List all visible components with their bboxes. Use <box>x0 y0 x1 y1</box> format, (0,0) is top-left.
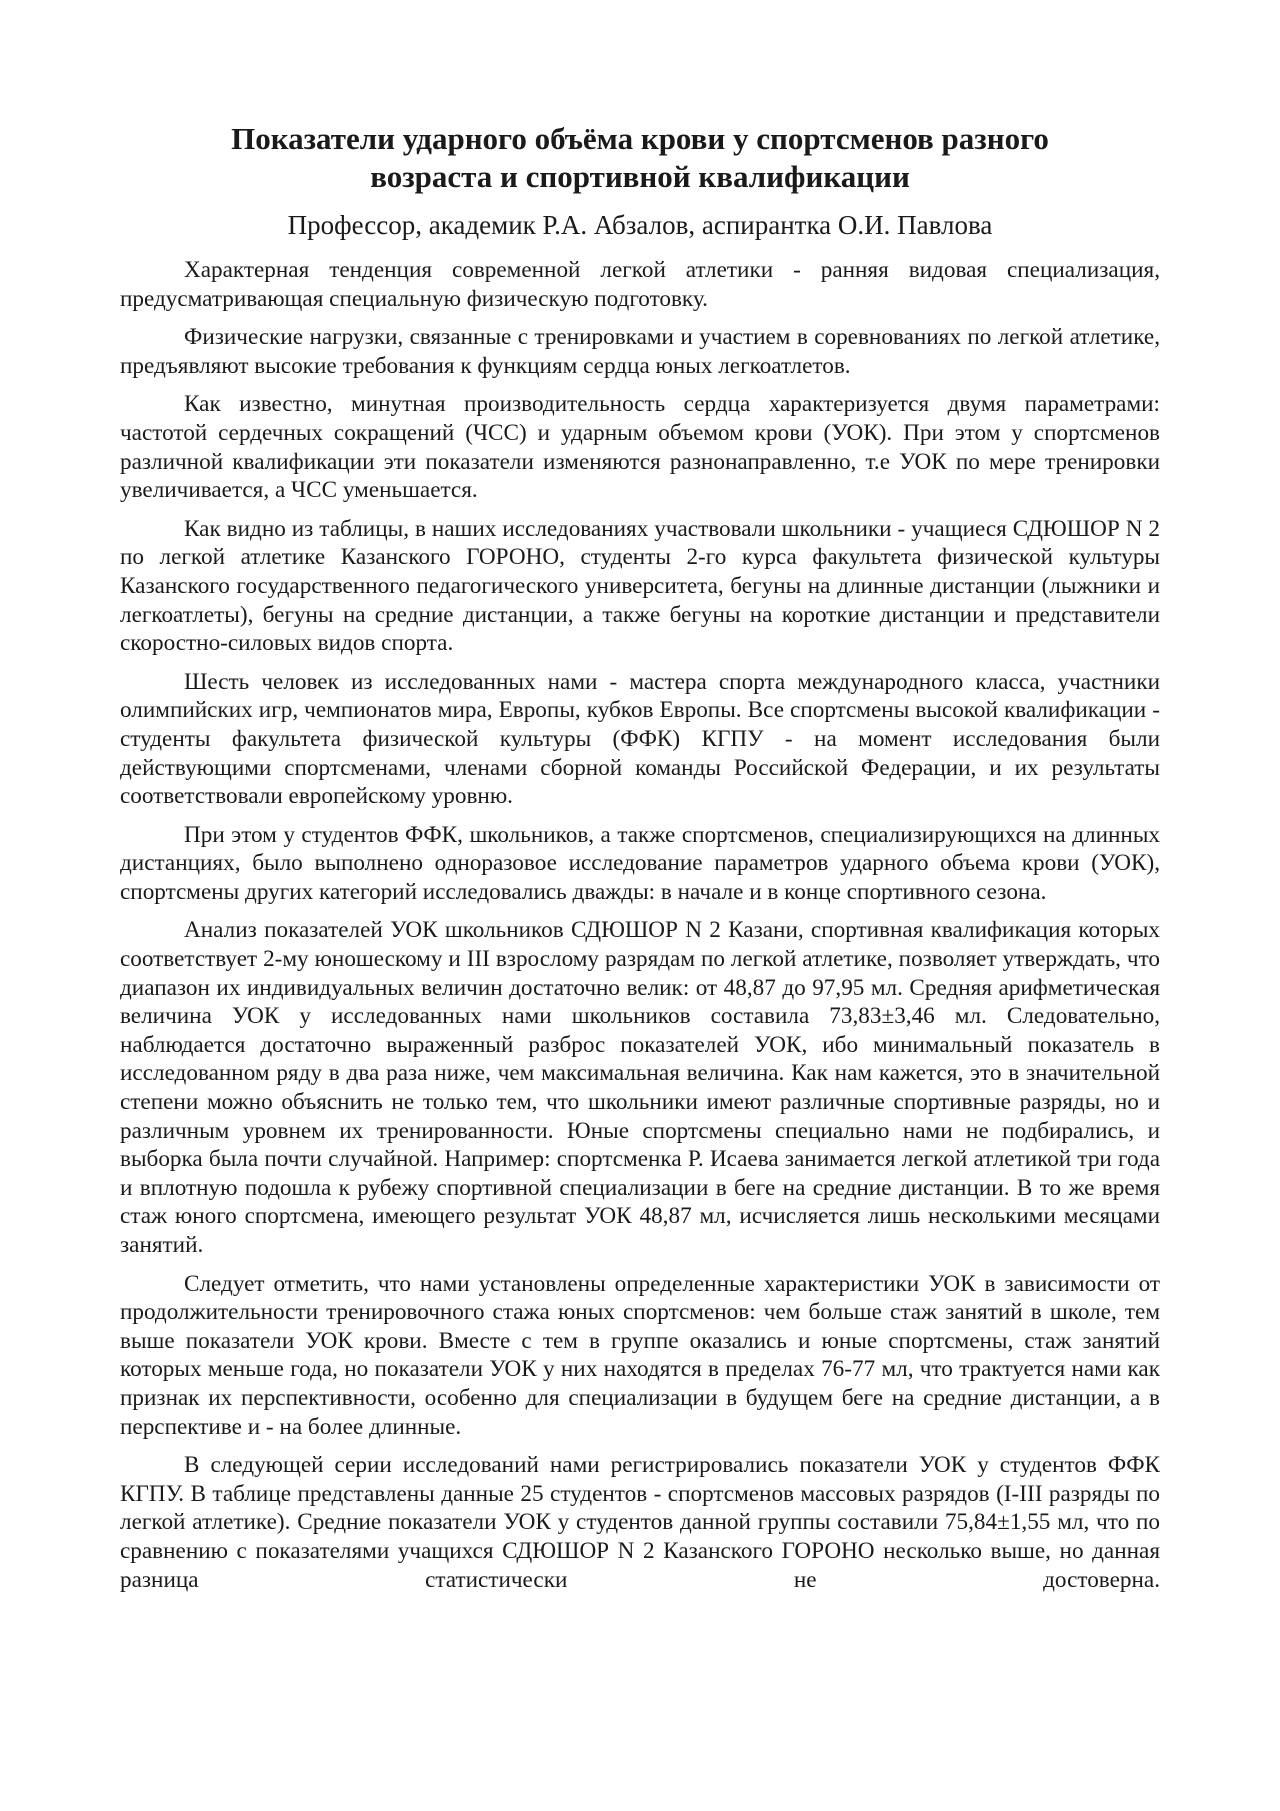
title-line-2: возраста и спортивной квалификации <box>370 159 910 194</box>
article-title <box>120 120 1160 196</box>
document-page <box>120 120 1160 1604</box>
paragraph: Как известно, минутная производительность сердца характеризуется двумя параметрами: частотой сердечных сокращений (ЧСС) и ударным объемом крови (УОК). При этом у спортсменов различной квалификации эти показатели изменяются разнонаправленно, т.е УОК по мере тренировки увеличивается, а ЧСС уменьшается. <box>120 391 1160 504</box>
article-body <box>120 256 1160 1594</box>
paragraph: Следует отметить, что нами установлены определенные характеристики УОК в зависимости от продолжительности тренировочного стажа юных спортсменов: чем больше стаж занятий в школе, тем выше показатели УОК крови. Вместе с тем в группе оказались и юные спортсмены, стаж занятий которых меньше года, но показатели УОК у них находятся в пределах 76-77 мл, что трактуется нами как признак их перспективности, особенно для специализации в будущем беге на средние дистанции, а в перспективе и - на более длинные. <box>120 1270 1160 1440</box>
paragraph: Шесть человек из исследованных нами - мастера спорта международного класса, участники олимпийских игр, чемпионатов мира, Европы, кубков Европы. Все спортсмены высокой квалификации - студенты факультета физической культуры (ФФК) КГПУ - на момент исследования были действующими спортсменами, членами сборной команды Российской Федерации, и их результаты соответствовали европейскому уровню. <box>120 668 1160 810</box>
article-authors: Профессор, академик Р.А. Абзалов, аспирантка О.И. Павлова <box>287 210 993 240</box>
paragraph: Физические нагрузки, связанные с тренировками и участием в соревнованиях по легкой атлетике, предъявляют высокие требования к функциям сердца юных легкоатлетов. <box>120 324 1160 379</box>
paragraph: Характерная тенденция современной легкой атлетики - ранняя видовая специализация, предусматривающая специальную физическую подготовку. <box>120 257 1160 312</box>
title-line-1: Показатели ударного объёма крови у спортсменов разного <box>231 121 1049 156</box>
paragraph: Анализ показателей УОК школьников СДЮШОР N 2 Казани, спортивная квалификация которых соответствует 2-му юношескому и III взрослому разрядам по легкой атлетике, позволяет утверждать, что диапазон их индивидуальных величин достаточно велик: от 48,87 до 97,95 мл. Средняя арифметическая величина УОК у исследованных нами школьников составила 73,83±3,46 мл. Следовательно, наблюдается достаточно выраженный разброс показателей УОК, ибо минимальный показатель в исследованном ряду в два раза ниже, чем максимальная величина. Как нам кажется, это в значительной степени можно объяснить не только тем, что школьники имеют различные спортивные разряды, но и различным уровнем их тренированности. Юные спортсмены специально нами не подбирались, и выборка была почти случайной. Например: спортсменка Р. Исаева занимается легкой атлетикой три года и вплотную подошла к рубежу спортивной специализации в беге на средние дистанции. В то же время стаж юного спортсмена, имеющего результат УОК 48,87 мл, исчисляется лишь несколькими месяцами занятий. <box>120 917 1160 1258</box>
paragraph: При этом у студентов ФФК, школьников, а также спортсменов, специализирующихся на длинных дистанциях, было выполнено одноразовое исследование параметров ударного объема крови (УОК), спортсмены других категорий исследовались дважды: в начале и в конце спортивного сезона. <box>120 821 1160 905</box>
paragraph: Как видно из таблицы, в наших исследованиях участвовали школьники - учащиеся СДЮШОР N 2 по легкой атлетике Казанского ГОРОНО, студенты 2-го курса факультета физической культуры Казанского государственного педагогического университета, бегуны на длинные дистанции (лыжники и легкоатлеты), бегуны на средние дистанции, а также бегуны на короткие дистанции и представители скоростно-силовых видов спорта. <box>120 515 1160 657</box>
paragraph: В следующей серии исследований нами регистрировались показатели УОК у студентов ФФК КГПУ. В таблице представлены данные 25 студентов - спортсменов массовых разрядов (I-III разряды по легкой атлетике). Средние показатели УОК у студентов данной группы составили 75,84±1,55 мл, что по сравнению с показателями учащихся СДЮШОР N 2 Казанского ГОРОНО несколько выше, но данная разница статистически не достоверна. <box>120 1452 1160 1593</box>
